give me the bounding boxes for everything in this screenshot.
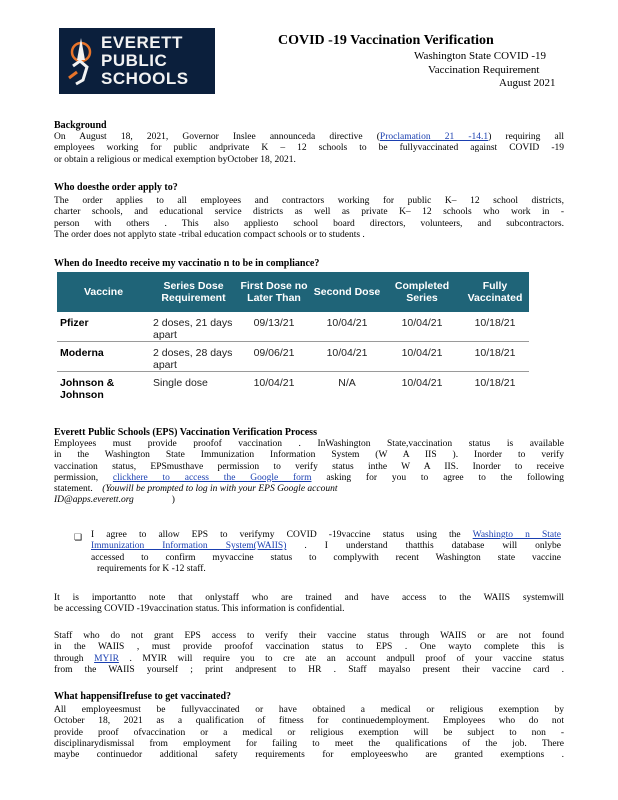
google-form-link[interactable]: clickhere to access the Google form	[112, 472, 312, 483]
vaccine-schedule-table	[57, 272, 529, 402]
proclamation-link[interactable]: Proclamation 21 -14.1	[379, 132, 489, 142]
col-series: Series Dose Requirement	[150, 272, 237, 312]
torch-runner-icon	[63, 32, 97, 90]
col-fully-vaccinated: Fully Vaccinated	[461, 272, 529, 312]
refuse-heading: What happensifIrefuse to get vaccinated?	[54, 691, 232, 702]
who-paragraph: The order applies to all employees and contractors working for public K– 12 school districts, charter schools, and educational service districts as well as private K– 12 schools who work in - person with others . This also appliesto school board directors, volunteers, and subcontractors. The order does not applyto state -tribal education compact schools or to students .	[54, 196, 564, 240]
logo-line-2: PUBLIC	[101, 51, 168, 70]
important-paragraph: It is importantto note that onlystaff who are trained and have access to the WAIIS systemwill be accessing COVID -19vaccination status. This information is confidential.	[54, 593, 564, 615]
table-row: Johnson & Johnson Single dose 10/04/21 N/A 10/04/21 10/18/21	[60, 377, 516, 401]
table-row: Moderna 2 doses, 28 days apart 09/06/21 10/04/21 10/04/21 10/18/21	[57, 342, 529, 372]
col-first-dose: First Dose no Later Than	[237, 272, 311, 312]
col-second-dose: Second Dose	[311, 272, 383, 312]
subtitle-date: August 2021	[499, 77, 556, 89]
waiis-link-2[interactable]: Immunization Information System(WAIIS)	[91, 541, 287, 552]
background-heading: Background	[54, 120, 107, 131]
logo-line-1: EVERETT	[101, 33, 183, 52]
checkbox-icon: ❏	[74, 532, 83, 542]
table-header-row	[57, 272, 529, 312]
when-heading: When do Ineedto receive my vaccinatio n to be in compliance?	[54, 258, 320, 269]
page-title: COVID -19 Vaccination Verification	[278, 33, 494, 48]
refuse-paragraph: All employeesmust be fullyvaccinated or have obtained a medical or religious exemption by October 18, 2021 as a qualification of fitness for continuedemployment. Employees who do not provide proof ofvaccination or a medical or religious exemption will be subject to non - disciplinarydismissal from employment for failing to meet the qualifications of the job. There maybe continuedor additional safety requirements for employeeswho are granted exemptions .	[54, 705, 564, 761]
agreement-statement: I agree to allow EPS to verifymy COVID -19vaccine status using the Washingto n State Immunization Information System(WAIIS) . I understand thatthis database will onlybe accessed to confirm myvaccine status to complywith recent Washington state vaccine requirements for K -12 staff.	[91, 530, 562, 574]
table-row: Pfizer 2 doses, 21 days apart 09/13/21 10/04/21 10/04/21 10/18/21	[57, 312, 529, 342]
logo-line-3: SCHOOLS	[101, 69, 189, 88]
col-vaccine: Vaccine	[57, 272, 150, 312]
eps-heading: Everett Public Schools (EPS) Vaccination Verification Process	[54, 427, 317, 438]
subtitle-line-1: Washington State COVID -19	[414, 50, 547, 62]
eps-paragraph: Employees must provide proofof vaccination . InWashington State,vaccination status is available in the Washington State Immunization Information System (W A IIS ). Inorder to verify vaccination status, EPSmusthave permission to verify status inthe W A IIS. Inorder to receive permission, clickhere to access the Google form asking for you to agree to the following statement. (Youwill be prompted to log in with your EPS Google account ID@apps.everett.org )	[54, 439, 565, 506]
subtitle-line-2: Vaccination Requirement	[428, 64, 540, 76]
who-heading: Who doesthe order apply to?	[54, 182, 178, 193]
staff-paragraph: Staff who do not grant EPS access to verify their vaccine status through WAIIS or are not found in the WAIIS , must provide proofof vaccination status to EPS . One wayto complete this is through MYIR . MYIR will require you to cre ate an account andpull proof of your vaccine status from the WAIIS yourself ; print andpresent to HR . Staff mayalso present their vaccine card .	[54, 631, 565, 675]
col-completed: Completed Series	[383, 272, 461, 312]
waiis-link[interactable]: Washingto n State	[472, 530, 561, 540]
everett-public-schools-logo	[59, 28, 215, 94]
background-paragraph: On August 18, 2021, Governor Inslee announceda directive (Proclamation 21 -14.1) requiring all employees working for public andprivate K – 12 schools to be fullyvaccinated against COVID -19 or obtain a religious or medical exemption byOctober 18, 2021.	[54, 132, 564, 165]
myir-link[interactable]: MYIR	[94, 653, 119, 664]
